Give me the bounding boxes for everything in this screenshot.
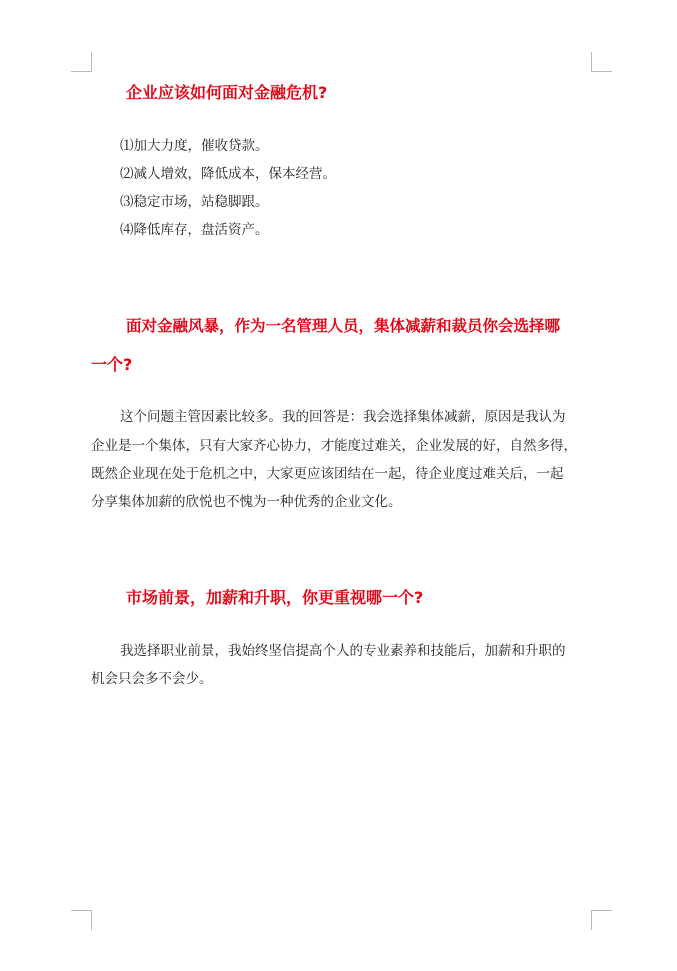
list-item: ⑴加大力度，催收贷款。: [120, 138, 269, 154]
section2-paragraph-line: 这个问题主管因素比较多。我的回答是：我会选择集体减薪，原因是我认为: [120, 409, 566, 425]
section2-paragraph-line: 既然企业现在处于危机之中，大家更应该团结在一起，待企业度过难关后，一起: [91, 466, 564, 482]
corner-mark-bottom-left-v: [91, 910, 92, 930]
list-item: ⑶稳定市场，站稳脚跟。: [120, 194, 269, 210]
corner-mark-bottom-right-v: [591, 910, 592, 930]
section3-heading: 市场前景，加薪和升职，你更重视哪一个?: [126, 588, 424, 607]
corner-mark-top-left-h: [71, 71, 92, 72]
section1-heading: 企业应该如何面对金融危机?: [126, 83, 328, 102]
section3-paragraph-line: 机会只会多不会少。: [91, 671, 213, 687]
section2-heading-line1: 面对金融风暴，作为一名管理人员，集体减薪和裁员你会选择哪: [126, 317, 561, 335]
list-item: ⑷降低库存，盘活资产。: [120, 222, 269, 238]
section2-paragraph-line: 分享集体加薪的欣悦也不愧为一种优秀的企业文化。: [91, 494, 402, 510]
section2-paragraph-line: 企业是一个集体，只有大家齐心协力，才能度过难关，企业发展的好，自然多得，: [91, 438, 577, 454]
corner-mark-bottom-left-h: [71, 910, 92, 911]
corner-mark-top-right-v: [591, 52, 592, 72]
section3-paragraph-line: 我选择职业前景，我始终坚信提高个人的专业素养和技能后，加薪和升职的: [120, 643, 566, 659]
corner-mark-top-left-v: [91, 52, 92, 72]
corner-mark-top-right-h: [591, 71, 612, 72]
section2-heading-line2: 一个?: [91, 355, 133, 374]
corner-mark-bottom-right-h: [591, 910, 612, 911]
list-item: ⑵减人增效，降低成本，保本经营。: [120, 166, 336, 182]
